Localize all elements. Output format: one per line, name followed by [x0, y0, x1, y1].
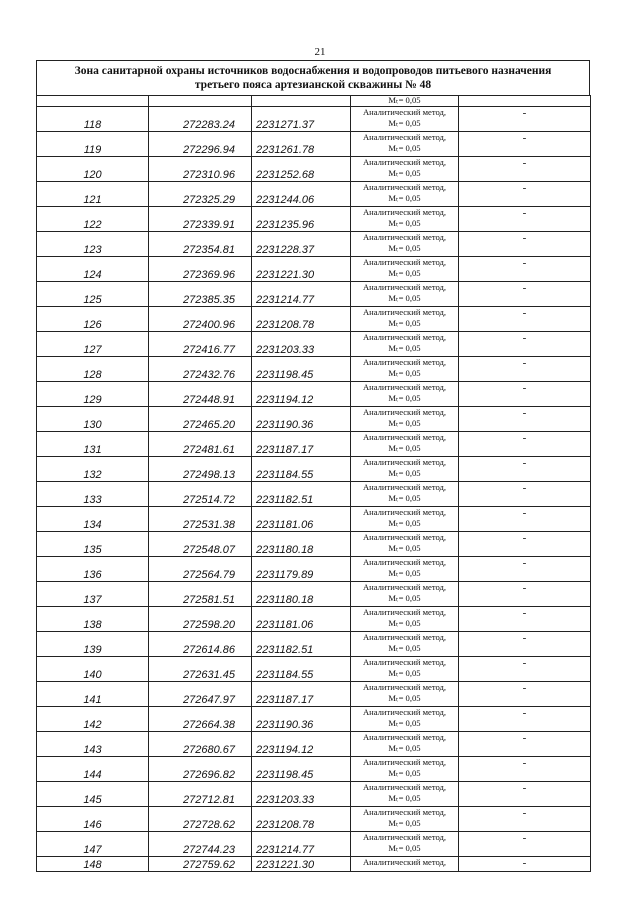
method-cell — [351, 282, 459, 307]
table-row — [37, 232, 591, 257]
point-number: 132 — [37, 457, 149, 482]
x-coordinate: 272465.20 — [149, 407, 252, 432]
error-cell: - — [459, 732, 591, 757]
table-row — [37, 657, 591, 682]
x-coordinate: 272728.62 — [149, 807, 252, 832]
point-number: 146 — [37, 807, 149, 832]
y-coordinate: 2231244.06 — [252, 182, 351, 207]
method-cell — [351, 382, 459, 407]
table-row — [37, 582, 591, 607]
error-cell: - — [459, 757, 591, 782]
y-coordinate: 2231187.17 — [252, 682, 351, 707]
x-coordinate: 272400.96 — [149, 307, 252, 332]
method-name: Аналитический метод, — [362, 532, 447, 542]
error-cell: - — [459, 457, 591, 482]
method-accuracy: Мₜ= 0,05 — [388, 618, 421, 628]
method-name: Аналитический метод, — [362, 482, 447, 492]
method-accuracy: Мₜ= 0,05 — [388, 568, 421, 578]
point-number: 133 — [37, 482, 149, 507]
method-cell — [351, 482, 459, 507]
x-coordinate: 272631.45 — [149, 657, 252, 682]
x-coordinate: 272339.91 — [149, 207, 252, 232]
method-name: Аналитический метод, — [362, 157, 447, 167]
x-coordinate: 272481.61 — [149, 432, 252, 457]
error-cell: - — [459, 482, 591, 507]
method-name: Аналитический метод, — [362, 732, 447, 742]
method-cell — [351, 157, 459, 182]
y-coordinate: 2231261.78 — [252, 132, 351, 157]
error-cell: - — [459, 607, 591, 632]
method-cell — [351, 832, 459, 857]
error-cell: - — [459, 307, 591, 332]
table-title — [36, 60, 590, 95]
y-coordinate: 2231184.55 — [252, 457, 351, 482]
point-number-cell — [37, 96, 149, 107]
table-row — [37, 257, 591, 282]
point-number: 123 — [37, 232, 149, 257]
error-cell: - — [459, 582, 591, 607]
method-accuracy: Мₜ= 0,05 — [388, 693, 421, 703]
method-accuracy: Мₜ= 0,05 — [388, 518, 421, 528]
table-row — [37, 607, 591, 632]
method-cell — [351, 607, 459, 632]
x-coordinate: 272296.94 — [149, 132, 252, 157]
error-cell: - — [459, 357, 591, 382]
method-name: Аналитический метод, — [362, 607, 447, 617]
point-number: 137 — [37, 582, 149, 607]
method-accuracy: Мₜ= 0,05 — [388, 768, 421, 778]
x-coordinate: 272325.29 — [149, 182, 252, 207]
method-cell — [351, 307, 459, 332]
method-name: Аналитический метод, — [362, 107, 447, 117]
point-number: 134 — [37, 507, 149, 532]
error-cell: - — [459, 157, 591, 182]
method-cell — [351, 182, 459, 207]
x-coordinate-cell — [149, 96, 252, 107]
point-number: 128 — [37, 357, 149, 382]
title-line-2: третьего пояса артезианской скважины № 48 — [194, 79, 432, 91]
point-number: 139 — [37, 632, 149, 657]
table-row — [37, 632, 591, 657]
method-accuracy: Мₜ= 0,05 — [388, 243, 421, 253]
method-name: Аналитический метод, — [362, 507, 447, 517]
table-row — [37, 407, 591, 432]
method-name: Аналитический метод, — [362, 682, 447, 692]
method-name: Аналитический метод, — [362, 282, 447, 292]
method-name: Аналитический метод, — [362, 657, 447, 667]
method-accuracy: Мₜ= 0,05 — [388, 793, 421, 803]
table-row — [37, 507, 591, 532]
y-coordinate: 2231214.77 — [252, 282, 351, 307]
y-coordinate: 2231182.51 — [252, 482, 351, 507]
table-row — [37, 207, 591, 232]
error-cell: - — [459, 857, 591, 872]
method-name: Аналитический метод, — [362, 132, 447, 142]
method-accuracy: Мₜ= 0,05 — [388, 543, 421, 553]
y-coordinate: 2231271.37 — [252, 107, 351, 132]
coordinates-sheet — [36, 60, 590, 872]
method-name: Аналитический метод, — [362, 232, 447, 242]
y-coordinate: 2231221.30 — [252, 857, 351, 872]
method-cell — [351, 357, 459, 382]
error-cell: - — [459, 382, 591, 407]
x-coordinate: 272759.62 — [149, 857, 252, 872]
table-row — [37, 782, 591, 807]
point-number: 129 — [37, 382, 149, 407]
x-coordinate: 272283.24 — [149, 107, 252, 132]
point-number: 125 — [37, 282, 149, 307]
x-coordinate: 272354.81 — [149, 232, 252, 257]
table-row — [37, 182, 591, 207]
method-accuracy: Мₜ= 0,05 — [388, 218, 421, 228]
error-cell: - — [459, 207, 591, 232]
table-row — [37, 157, 591, 182]
x-coordinate: 272744.23 — [149, 832, 252, 857]
x-coordinate: 272614.86 — [149, 632, 252, 657]
point-number: 130 — [37, 407, 149, 432]
method-cell — [351, 457, 459, 482]
point-number: 148 — [37, 857, 149, 872]
method-accuracy: Мₜ= 0,05 — [388, 743, 421, 753]
y-coordinate: 2231190.36 — [252, 407, 351, 432]
y-coordinate: 2231228.37 — [252, 232, 351, 257]
method-name: Аналитический метод, — [362, 207, 447, 217]
error-cell: - — [459, 182, 591, 207]
y-coordinate: 2231252.68 — [252, 157, 351, 182]
method-cell — [351, 857, 459, 872]
table-row — [37, 807, 591, 832]
y-coordinate: 2231187.17 — [252, 432, 351, 457]
error-cell: - — [459, 507, 591, 532]
x-coordinate: 272432.76 — [149, 357, 252, 382]
point-number: 143 — [37, 732, 149, 757]
method-name: Аналитический метод, — [362, 582, 447, 592]
method-name: Аналитический метод, — [362, 757, 447, 767]
y-coordinate: 2231194.12 — [252, 382, 351, 407]
point-number: 122 — [37, 207, 149, 232]
method-cell — [351, 682, 459, 707]
error-cell: - — [459, 282, 591, 307]
method-name: Аналитический метод, — [362, 707, 447, 717]
method-cell — [351, 757, 459, 782]
method-accuracy: Мₜ= 0,05 — [388, 443, 421, 453]
error-cell: - — [459, 432, 591, 457]
y-coordinate: 2231179.89 — [252, 557, 351, 582]
point-number: 135 — [37, 532, 149, 557]
x-coordinate: 272680.67 — [149, 732, 252, 757]
point-number: 124 — [37, 257, 149, 282]
method-accuracy: Мₜ= 0,05 — [388, 843, 421, 853]
y-coordinate: 2231180.18 — [252, 532, 351, 557]
method-accuracy: Мₜ= 0,05 — [388, 368, 421, 378]
error-cell: - — [459, 632, 591, 657]
error-cell: - — [459, 232, 591, 257]
x-coordinate: 272310.96 — [149, 157, 252, 182]
point-number: 138 — [37, 607, 149, 632]
method-name: Аналитический метод, — [362, 357, 447, 367]
method-cell — [351, 107, 459, 132]
error-cell: - — [459, 557, 591, 582]
method-accuracy: Мₜ= 0,05 — [388, 718, 421, 728]
method-name: Аналитический метод, — [362, 782, 447, 792]
method-accuracy: Мₜ= 0,05 — [388, 668, 421, 678]
method-cell — [351, 707, 459, 732]
title-line-1: Зона санитарной охраны источников водоснабжения и водопроводов питьевого назначения — [74, 65, 552, 77]
table-row — [37, 457, 591, 482]
point-number: 126 — [37, 307, 149, 332]
x-coordinate: 272385.35 — [149, 282, 252, 307]
method-name: Аналитический метод, — [362, 457, 447, 467]
method-name: Аналитический метод, — [362, 407, 447, 417]
method-name: Аналитический метод, — [362, 557, 447, 567]
x-coordinate: 272712.81 — [149, 782, 252, 807]
method-accuracy: Мₜ= 0,05 — [388, 493, 421, 503]
method-accuracy: Мₜ= 0,05 — [388, 168, 421, 178]
point-number: 118 — [37, 107, 149, 132]
method-accuracy: Мₜ= 0,05 — [388, 293, 421, 303]
x-coordinate: 272531.38 — [149, 507, 252, 532]
table-row — [37, 107, 591, 132]
error-cell: - — [459, 707, 591, 732]
method-cell — [351, 257, 459, 282]
y-coordinate: 2231180.18 — [252, 582, 351, 607]
table-row — [37, 557, 591, 582]
point-number: 121 — [37, 182, 149, 207]
x-coordinate: 272514.72 — [149, 482, 252, 507]
point-number: 119 — [37, 132, 149, 157]
table-row — [37, 132, 591, 157]
error-cell: - — [459, 807, 591, 832]
error-cell: - — [459, 407, 591, 432]
y-coordinate: 2231203.33 — [252, 332, 351, 357]
table-row — [37, 857, 591, 872]
y-coordinate: 2231203.33 — [252, 782, 351, 807]
method-accuracy: Мₜ= 0,05 — [388, 418, 421, 428]
table-row — [37, 382, 591, 407]
method-name: Аналитический метод, — [362, 432, 447, 442]
method-accuracy: Мₜ= 0,05 — [388, 118, 421, 128]
method-cell — [351, 132, 459, 157]
point-number: 144 — [37, 757, 149, 782]
point-number: 147 — [37, 832, 149, 857]
error-cell: - — [459, 332, 591, 357]
continuation-row — [37, 96, 591, 107]
x-coordinate: 272416.77 — [149, 332, 252, 357]
method-accuracy: Мₜ= 0,05 — [388, 318, 421, 328]
point-number: 145 — [37, 782, 149, 807]
method-cell — [351, 732, 459, 757]
error-cell: - — [459, 107, 591, 132]
method-accuracy: Мₜ= 0,05 — [388, 193, 421, 203]
error-cell: - — [459, 782, 591, 807]
method-name: Аналитический метод, — [362, 632, 447, 642]
y-coordinate: 2231214.77 — [252, 832, 351, 857]
method-cell — [351, 332, 459, 357]
x-coordinate: 272664.38 — [149, 707, 252, 732]
x-coordinate: 272498.13 — [149, 457, 252, 482]
x-coordinate: 272548.07 — [149, 532, 252, 557]
y-coordinate: 2231184.55 — [252, 657, 351, 682]
error-cell: - — [459, 532, 591, 557]
point-number: 120 — [37, 157, 149, 182]
y-coordinate: 2231190.36 — [252, 707, 351, 732]
method-cell — [351, 207, 459, 232]
table-row — [37, 357, 591, 382]
method-name: Аналитический метод, — [362, 332, 447, 342]
point-number: 140 — [37, 657, 149, 682]
table-row — [37, 332, 591, 357]
x-coordinate: 272448.91 — [149, 382, 252, 407]
table-row — [37, 682, 591, 707]
point-number: 141 — [37, 682, 149, 707]
table-row — [37, 482, 591, 507]
method-name: Аналитический метод, — [362, 832, 447, 842]
method-cell — [351, 407, 459, 432]
point-number: 131 — [37, 432, 149, 457]
method-name: Аналитический метод, — [362, 307, 447, 317]
method-cell — [351, 582, 459, 607]
method-name: Аналитический метод, — [362, 807, 447, 817]
x-coordinate: 272581.51 — [149, 582, 252, 607]
error-cell: - — [459, 132, 591, 157]
method-cell — [351, 632, 459, 657]
y-coordinate: 2231221.30 — [252, 257, 351, 282]
error-cell: - — [459, 832, 591, 857]
table-row — [37, 707, 591, 732]
table-row — [37, 532, 591, 557]
point-number: 127 — [37, 332, 149, 357]
x-coordinate: 272598.20 — [149, 607, 252, 632]
method-accuracy: Мₜ= 0,05 — [388, 393, 421, 403]
table-row — [37, 432, 591, 457]
y-coordinate-cell — [252, 96, 351, 107]
method-cell: Мₜ= 0,05 — [351, 96, 459, 107]
method-name: Аналитический метод, — [362, 257, 447, 267]
method-cell — [351, 232, 459, 257]
method-accuracy: Мₜ= 0,05 — [388, 593, 421, 603]
table-row — [37, 732, 591, 757]
y-coordinate: 2231182.51 — [252, 632, 351, 657]
method-accuracy: Мₜ= 0,05 — [388, 143, 421, 153]
y-coordinate: 2231181.06 — [252, 507, 351, 532]
coordinates-table — [36, 95, 591, 872]
y-coordinate: 2231235.96 — [252, 207, 351, 232]
method-accuracy: Мₜ= 0,05 — [388, 468, 421, 478]
y-coordinate: 2231198.45 — [252, 357, 351, 382]
method-accuracy: Мₜ= 0,05 — [388, 643, 421, 653]
x-coordinate: 272647.97 — [149, 682, 252, 707]
error-cell: - — [459, 657, 591, 682]
method-accuracy: Мₜ= 0,05 — [388, 268, 421, 278]
table-row — [37, 832, 591, 857]
y-coordinate: 2231194.12 — [252, 732, 351, 757]
method-accuracy: Мₜ= 0,05 — [388, 343, 421, 353]
table-row — [37, 282, 591, 307]
method-name: Аналитический метод, — [362, 857, 447, 867]
page-number: 21 — [314, 46, 326, 58]
method-cell — [351, 432, 459, 457]
error-cell — [459, 96, 591, 107]
point-number: 136 — [37, 557, 149, 582]
point-number: 142 — [37, 707, 149, 732]
method-name: Аналитический метод, — [362, 382, 447, 392]
error-cell: - — [459, 257, 591, 282]
table-row — [37, 757, 591, 782]
method-cell — [351, 532, 459, 557]
table-row — [37, 307, 591, 332]
method-name: Аналитический метод, — [362, 182, 447, 192]
method-cell — [351, 782, 459, 807]
method-cell — [351, 807, 459, 832]
x-coordinate: 272564.79 — [149, 557, 252, 582]
y-coordinate: 2231208.78 — [252, 807, 351, 832]
error-cell: - — [459, 682, 591, 707]
method-cell — [351, 557, 459, 582]
y-coordinate: 2231181.06 — [252, 607, 351, 632]
x-coordinate: 272696.82 — [149, 757, 252, 782]
method-cell — [351, 657, 459, 682]
method-accuracy: Мₜ= 0,05 — [388, 818, 421, 828]
y-coordinate: 2231208.78 — [252, 307, 351, 332]
method-cell — [351, 507, 459, 532]
x-coordinate: 272369.96 — [149, 257, 252, 282]
y-coordinate: 2231198.45 — [252, 757, 351, 782]
